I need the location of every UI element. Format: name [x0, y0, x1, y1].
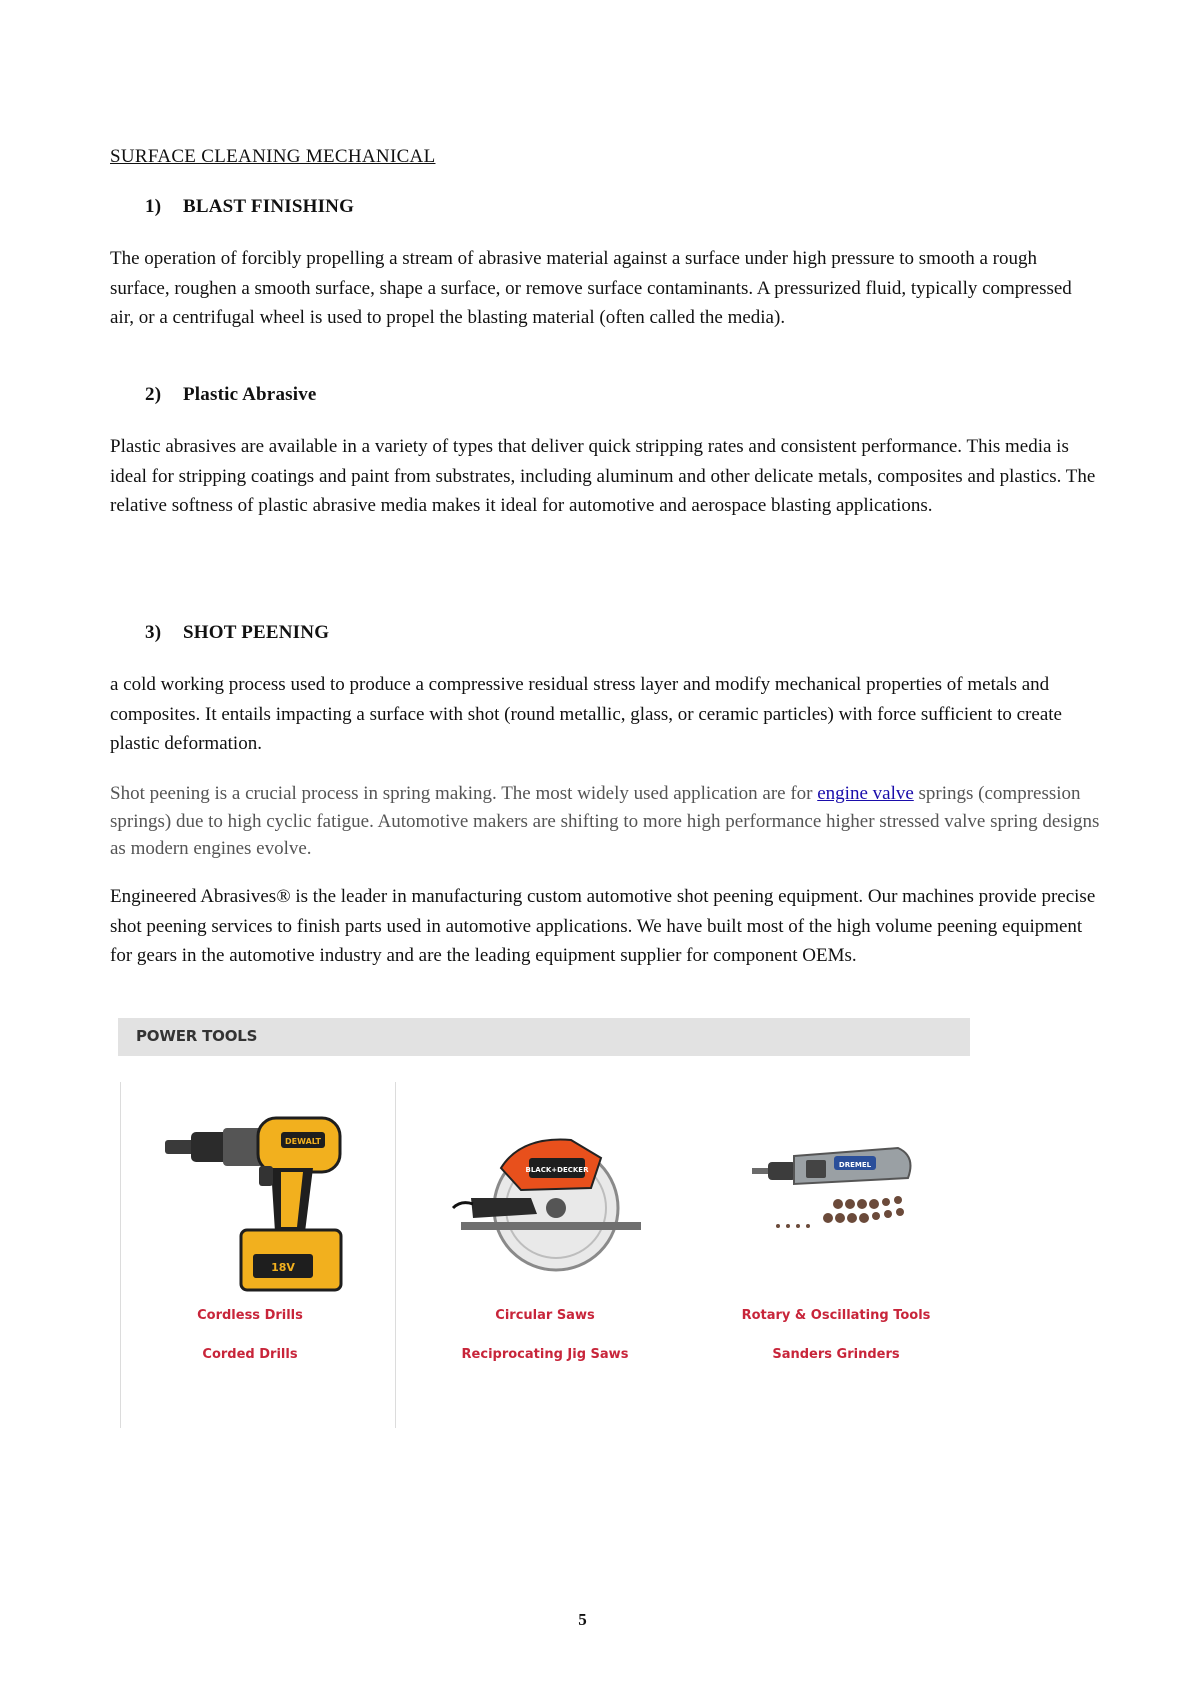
cordless-drills-link[interactable]: Cordless Drills	[197, 1308, 303, 1323]
page-number: 5	[578, 1610, 587, 1629]
rotary-tool-image	[748, 1138, 938, 1248]
paragraph-text: Shot peening is a crucial process in spring making. The most widely used application are for	[110, 783, 818, 804]
power-tools-header	[118, 1018, 970, 1056]
circular-saw-image	[451, 1128, 641, 1278]
paragraph-plastic-abrasive: Plastic abrasives are available in a variety of types that deliver quick stripping rates and consistent performance. This media is ideal for stripping coatings and paint from substrates, including aluminum and other delicate metals, composites and plastics. The relative softness of plastic abrasive media makes it ideal for automotive and aerospace blasting applications.	[110, 436, 1096, 516]
drill-trigger	[259, 1166, 273, 1186]
battery-voltage-text: 18V	[271, 1261, 295, 1274]
reciprocating-jig-saws-link[interactable]: Reciprocating Jig Saws	[461, 1347, 629, 1362]
paragraph-shot-peening-definition: a cold working process used to produce a compressive residual stress layer and modify mechanical properties of metals and composites. It entails impacting a surface with shot (round metallic, glass, or ceramic particles) with force sufficient to create plastic deformation.	[110, 674, 1062, 754]
rotary-oscillating-tools-link[interactable]: Rotary & Oscillating Tools	[741, 1308, 931, 1323]
section-number: 1)	[145, 196, 162, 217]
section-heading-shot-peening	[145, 622, 329, 644]
section-title: BLAST FINISHING	[183, 196, 355, 217]
section-heading-plastic-abrasive	[145, 384, 317, 406]
panel-divider	[120, 1082, 121, 1428]
drill-brand-text: DEWALT	[285, 1137, 321, 1146]
rotary-brand-text: DREMEL	[838, 1161, 872, 1169]
section-heading-blast-finishing	[145, 196, 354, 218]
engine-valve-link[interactable]: engine valve	[817, 783, 914, 804]
paragraph-shot-peening-springs	[110, 780, 1100, 863]
rotary-collet	[768, 1162, 796, 1180]
paragraph-text: springs (compression springs) due to high cyclic fatigue. Automotive makers are shifting to more high performance higher stressed valve spring designs as modern engines evolve.	[110, 783, 1100, 859]
section-title: SHOT PEENING	[183, 622, 330, 643]
power-tools-panel	[118, 1018, 970, 1428]
section-title: Plastic Abrasive	[183, 384, 317, 405]
saw-brand-text: BLACK+DECKER	[525, 1166, 589, 1174]
saw-cord	[453, 1203, 473, 1208]
power-tools-title: POWER TOOLS	[136, 1027, 258, 1045]
section-number: 3)	[145, 622, 162, 643]
saw-arbor	[546, 1198, 566, 1218]
page-heading: SURFACE CLEANING MECHANICAL	[110, 146, 436, 167]
section-number: 2)	[145, 384, 162, 405]
paragraph-blast-finishing: The operation of forcibly propelling a stream of abrasive material against a surface under high pressure to smooth a rough surface, roughen a smooth surface, shape a surface, or remove surface contaminants. A pressurized fluid, typically compressed air, or a centrifugal wheel is used to propel the blasting material (often called the media).	[110, 248, 1072, 328]
cordless-drill-image	[163, 1102, 353, 1297]
drill-chuck-tip	[165, 1140, 195, 1154]
rotary-bit	[752, 1168, 770, 1174]
panel-divider	[395, 1082, 396, 1428]
sanders-grinders-link[interactable]: Sanders Grinders	[772, 1347, 900, 1362]
paragraph-engineered-abrasives: Engineered Abrasives® is the leader in manufacturing custom automotive shot peening equipment. Our machines provide precise shot peening services to finish parts used in automotive applications. We have built most of the high volume peening equipment for gears in the automotive industry and are the leading equipment supplier for component OEMs.	[110, 886, 1096, 966]
corded-drills-link[interactable]: Corded Drills	[202, 1347, 298, 1362]
saw-base-plate	[461, 1222, 641, 1230]
rotary-grip	[806, 1160, 826, 1178]
rotary-accessories	[776, 1196, 904, 1228]
circular-saws-link[interactable]: Circular Saws	[495, 1308, 595, 1323]
